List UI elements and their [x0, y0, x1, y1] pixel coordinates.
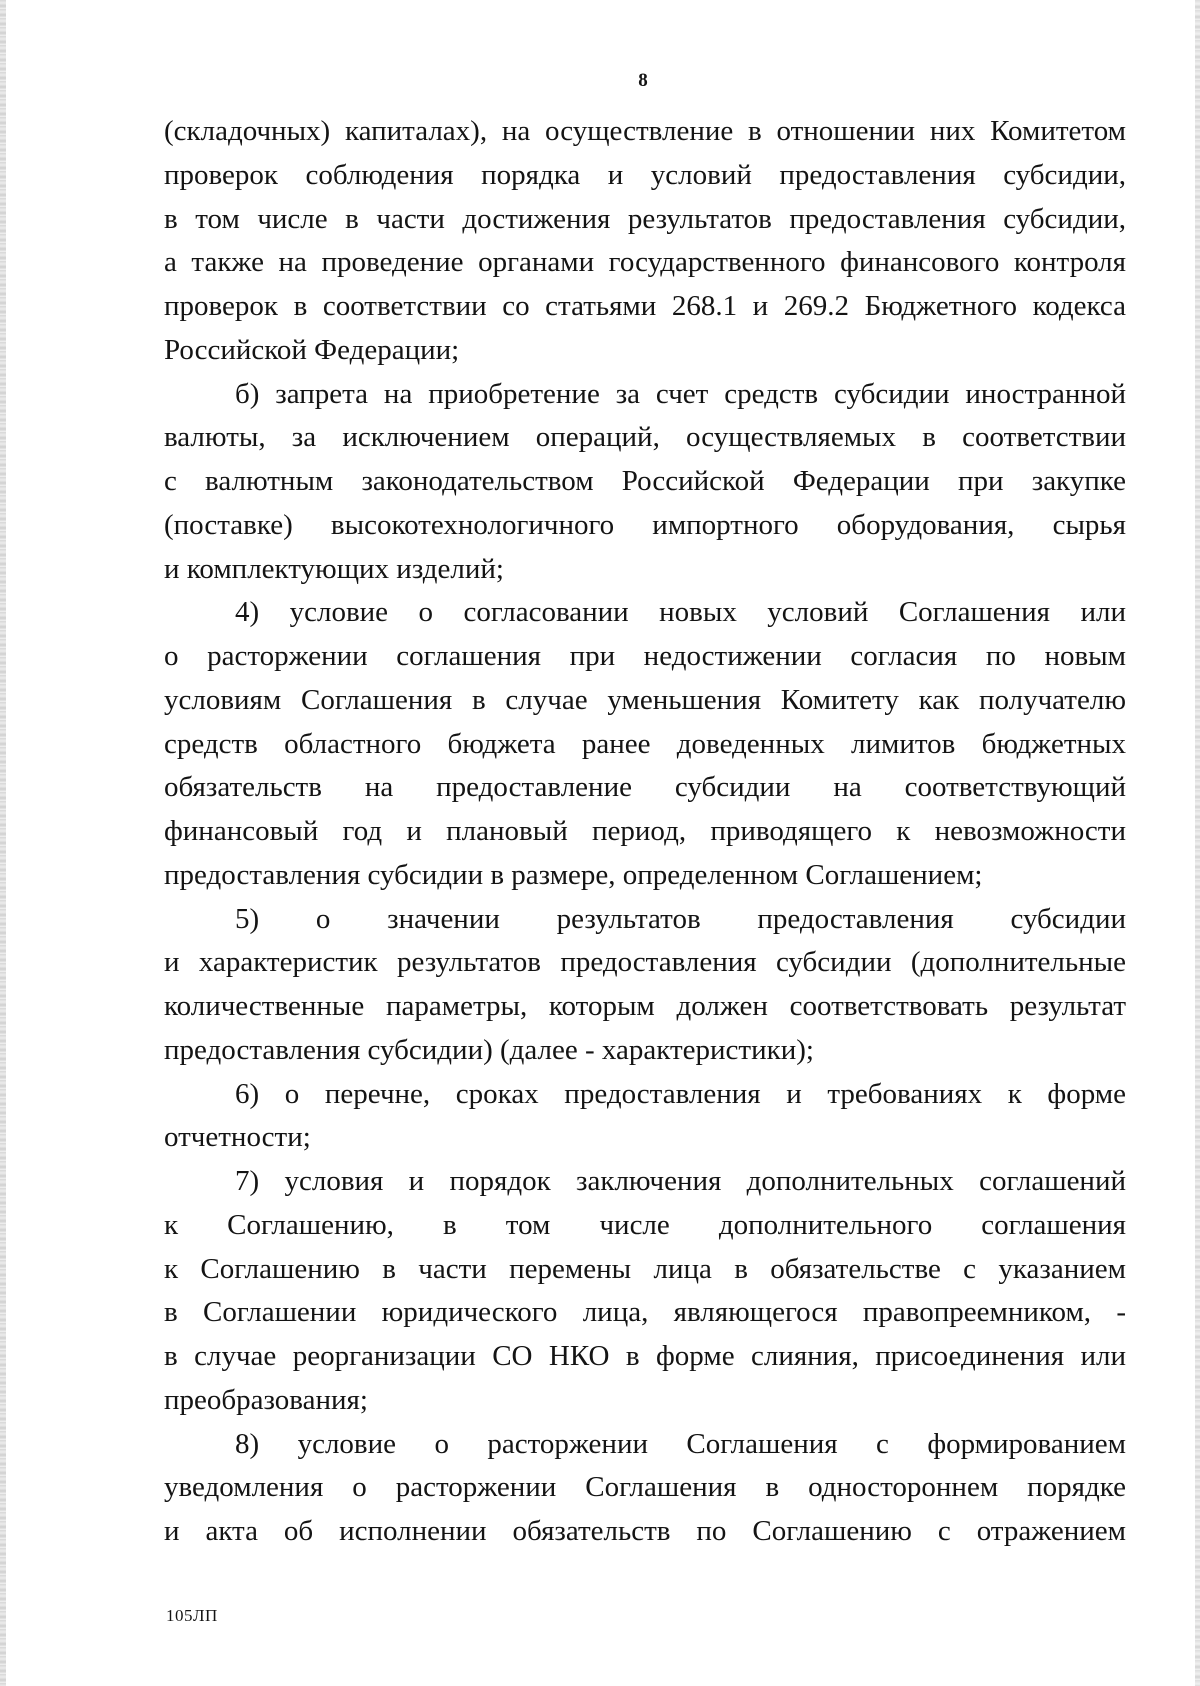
text-line: условиям Соглашения в случае уменьшения Комитету как получателю: [164, 683, 1126, 716]
text-line: обязательств на предоставление субсидии на соответствующий: [164, 771, 1126, 804]
document-body: [164, 110, 1126, 1554]
text-line: преобразования;: [164, 1383, 368, 1416]
document-code: 105ЛП: [166, 1606, 218, 1625]
text-line: к Соглашению, в том числе дополнительного соглашения: [164, 1208, 1126, 1241]
text-line: в случае реорганизации СО НКО в форме слияния, присоединения или: [164, 1340, 1126, 1372]
text-line: средств областного бюджета ранее доведенных лимитов бюджетных: [164, 727, 1126, 760]
text-line: финансовый год и плановый период, приводящего к невозможности: [164, 815, 1126, 847]
paragraph: [164, 898, 1126, 1073]
text-line: и акта об исполнении обязательств по Соглашению с отражением: [164, 1515, 1126, 1547]
text-line: предоставления субсидии в размере, определенном Соглашением;: [164, 858, 983, 891]
paragraph: [164, 1073, 1126, 1161]
paragraph: [164, 1160, 1126, 1423]
text-line: 6) о перечне, сроках предоставления и требованиях к форме: [235, 1077, 1126, 1110]
text-line: 4) условие о согласовании новых условий Соглашения или: [235, 596, 1126, 629]
text-line: проверок соблюдения порядка и условий предоставления субсидии,: [164, 158, 1126, 191]
text-line: о расторжении соглашения при недостижении согласия по новым: [164, 640, 1126, 672]
text-line: Российской Федерации;: [164, 333, 460, 366]
text-line: а также на проведение органами государственного финансового контроля: [164, 246, 1126, 279]
scan-edge-right: [1195, 0, 1200, 1686]
text-line: с валютным законодательством Российской Федерации при закупке: [164, 465, 1126, 497]
text-line: 5) о значении результатов предоставления субсидии: [235, 902, 1126, 935]
text-line: в Соглашении юридического лица, являющегося правопреемником, -: [164, 1296, 1126, 1329]
text-line: 8) условие о расторжении Соглашения с формированием: [235, 1427, 1126, 1460]
text-line: к Соглашению в части перемены лица в обязательстве с указанием: [164, 1252, 1126, 1285]
text-line: проверок в соответствии со статьями 268.1 и 269.2 Бюджетного кодекса: [164, 290, 1126, 322]
text-line: отчетности;: [164, 1121, 311, 1154]
text-line: предоставления субсидии) (далее - характеристики);: [164, 1033, 814, 1066]
paragraph: [164, 373, 1126, 592]
text-line: (поставке) высокотехнологичного импортного оборудования, сырья: [164, 508, 1126, 541]
text-line: в том числе в части достижения результатов предоставления субсидии,: [164, 202, 1126, 235]
text-line: и комплектующих изделий;: [164, 552, 504, 585]
text-line: и характеристик результатов предоставления субсидии (дополнительные: [164, 946, 1126, 979]
text-line: уведомления о расторжении Соглашения в одностороннем порядке: [164, 1471, 1126, 1504]
text-line: (складочных) капиталах), на осуществление в отношении них Комитетом: [164, 115, 1126, 147]
paragraph: [164, 110, 1126, 373]
page-number: 8: [638, 70, 648, 91]
paragraph: [164, 591, 1126, 897]
paragraph: [164, 1423, 1126, 1554]
text-line: б) запрета на приобретение за счет средств субсидии иностранной: [235, 377, 1126, 410]
text-line: 7) условия и порядок заключения дополнительных соглашений: [235, 1165, 1126, 1197]
text-line: валюты, за исключением операций, осуществляемых в соответствии: [164, 421, 1126, 454]
scan-edge-left: [0, 0, 6, 1686]
text-line: количественные параметры, которым должен соответствовать результат: [164, 990, 1126, 1022]
